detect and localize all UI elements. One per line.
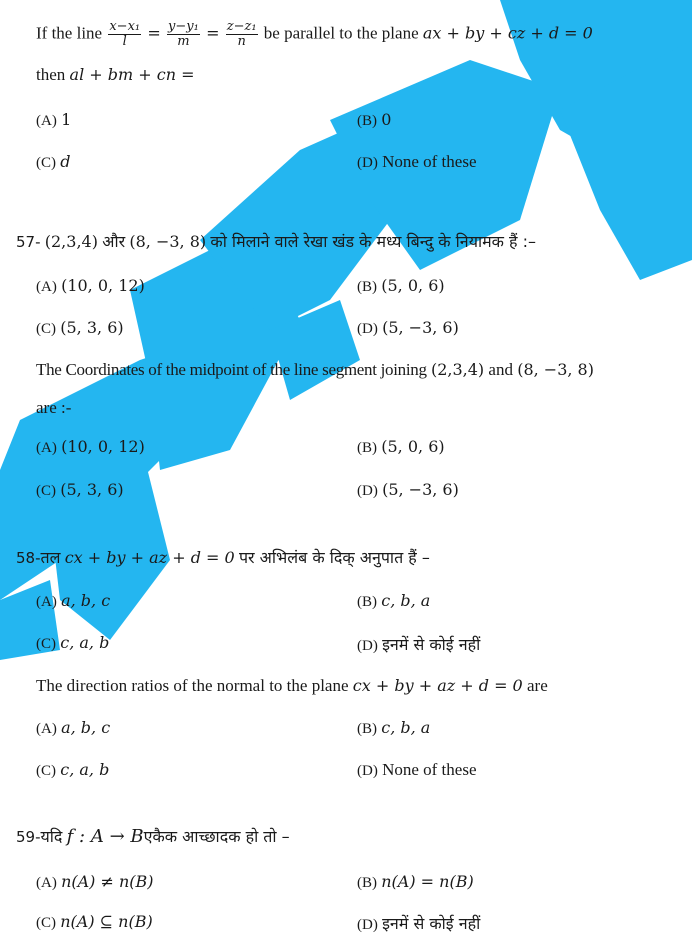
question-number: 59- xyxy=(16,828,41,846)
q56-option-c[interactable]: (C) d xyxy=(36,152,71,171)
q59-hindi-pre: यदि xyxy=(40,827,63,846)
and-word: और xyxy=(102,232,126,251)
point-1: (2,3,4) xyxy=(430,360,485,379)
q58-english-option-a[interactable]: (A) a, b, c xyxy=(36,718,111,737)
q58-plane-eq: cx + by + az + d = 0 xyxy=(352,676,523,695)
point-2: (8, −3, 8) xyxy=(517,360,594,379)
q56-stem-line2 xyxy=(36,65,195,85)
q56-fraction-2: $\frac{\text{y−y₁}}{m}$ xyxy=(168,19,199,50)
q57-english-stem-line1 xyxy=(36,360,594,380)
are-word: are xyxy=(526,676,548,695)
equals-sign: = xyxy=(147,23,161,43)
q58-hindi-option-c[interactable]: (C) c, a, b xyxy=(36,633,110,652)
equals-sign: = xyxy=(206,23,220,43)
q59-function-expr: f : A → B xyxy=(66,826,144,847)
q56-plane-eq: ax + by + cz + d = 0 xyxy=(422,23,593,43)
q57-english-option-a[interactable]: (A) (10, 0, 12) xyxy=(36,437,145,456)
and-word: and xyxy=(488,360,513,379)
q56-fraction-1: $\frac{\text{x−x₁}}{l}$ xyxy=(109,19,141,50)
q56-then: then xyxy=(36,65,66,84)
q57-hindi-rest: को मिलाने वाले रेखा खंड के मध्य बिन्दु के नियामक हैं :– xyxy=(210,232,537,251)
q59-option-c[interactable]: (C) n(A) ⊆ n(B) xyxy=(36,912,153,931)
q58-hindi-rest: पर अभिलंब के दिक् अनुपात हैं – xyxy=(238,548,430,567)
q57-hindi-option-a[interactable]: (A) (10, 0, 12) xyxy=(36,276,145,295)
q59-option-d[interactable]: (D) इनमें से कोई नहीं xyxy=(357,914,481,933)
q57-hindi-option-c[interactable]: (C) (5, 3, 6) xyxy=(36,318,124,337)
q57-english-text: The Coordinates of the midpoint of the line segment joining xyxy=(36,360,427,379)
q58-english-option-b[interactable]: (B) c, b, a xyxy=(357,718,431,737)
q57-hindi-option-d[interactable]: (D) (5, −3, 6) xyxy=(357,318,459,337)
q59-hindi-rest: एकैक आच्छादक हो तो – xyxy=(143,827,290,846)
q57-english-option-d[interactable]: (D) (5, −3, 6) xyxy=(357,480,459,499)
q56-expression: al + bm + cn = xyxy=(69,65,195,84)
question-number: 58- xyxy=(16,549,41,567)
q56-stem-line1 xyxy=(36,20,593,50)
q56-stem-prefix: If the line xyxy=(36,23,103,43)
q56-option-b[interactable]: (B) 0 xyxy=(357,110,392,129)
point-2: (8, −3, 8) xyxy=(129,232,207,251)
q58-hindi-option-b[interactable]: (B) c, b, a xyxy=(357,591,431,610)
q59-option-a[interactable]: (A) n(A) ≠ n(B) xyxy=(36,872,154,891)
q56-stem-middle: be parallel to the plane xyxy=(263,23,419,43)
q58-english-stem xyxy=(36,676,548,696)
question-number: 57- xyxy=(16,233,41,251)
q58-english-option-c[interactable]: (C) c, a, b xyxy=(36,760,110,779)
q58-hindi-option-a[interactable]: (A) a, b, c xyxy=(36,591,111,610)
q57-english-option-c[interactable]: (C) (5, 3, 6) xyxy=(36,480,124,499)
q58-plane-eq: cx + by + az + d = 0 xyxy=(64,548,235,567)
q58-english-option-d[interactable]: (D) None of these xyxy=(357,760,477,779)
q59-option-b[interactable]: (B) n(A) = n(B) xyxy=(357,872,474,891)
q58-hindi-option-d[interactable]: (D) इनमें से कोई नहीं xyxy=(357,635,481,654)
q56-fraction-3: $\frac{\text{z−z₁}}{n}$ xyxy=(226,19,257,50)
q56-option-d[interactable]: (D) None of these xyxy=(357,152,477,171)
q57-hindi-stem xyxy=(16,230,536,252)
q57-english-option-b[interactable]: (B) (5, 0, 6) xyxy=(357,437,445,456)
q59-hindi-stem xyxy=(16,825,290,847)
q57-hindi-option-b[interactable]: (B) (5, 0, 6) xyxy=(357,276,445,295)
q58-hindi-stem xyxy=(16,546,430,568)
q56-option-a[interactable]: (A) 1 xyxy=(36,110,72,129)
q58-english-text: The direction ratios of the normal to the plane xyxy=(36,676,349,695)
q58-hindi-pre: तल xyxy=(40,548,61,567)
point-1: (2,3,4) xyxy=(44,232,98,251)
q57-english-stem-line2: are :- xyxy=(36,398,72,417)
